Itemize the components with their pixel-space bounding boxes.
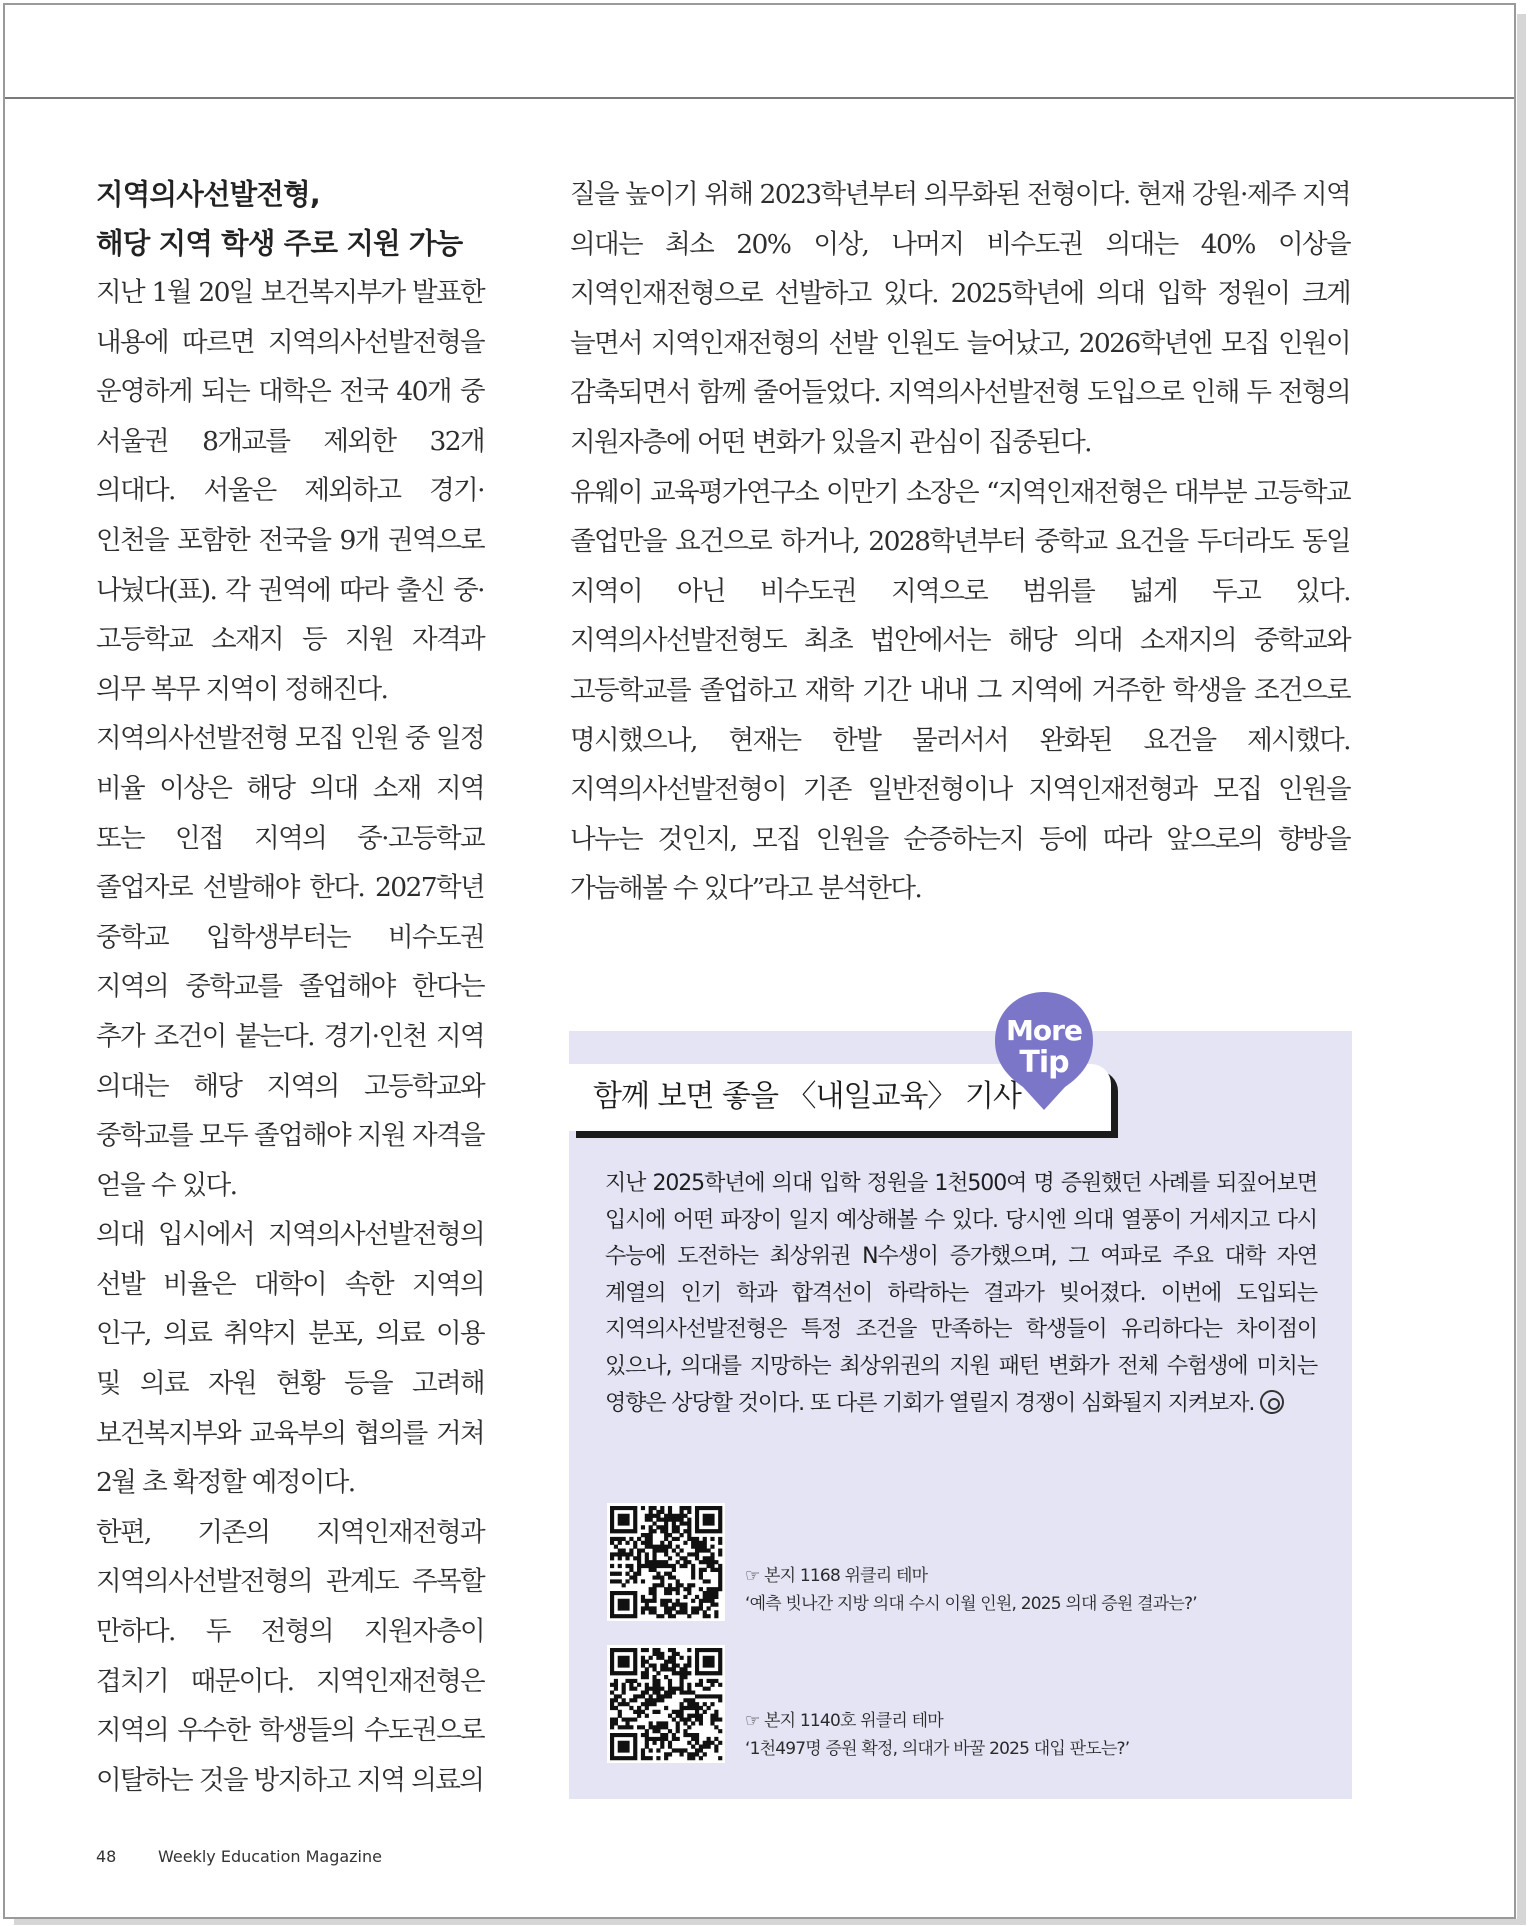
related-article-link[interactable] (745, 1562, 1197, 1618)
page-shadow (14, 1919, 1526, 1925)
qr-code-pattern (607, 1503, 725, 1621)
section-heading (96, 170, 484, 268)
end-logo-icon (1260, 1390, 1284, 1414)
related-article-source: ☞ 본지 1168 위클리 테마 (745, 1566, 928, 1586)
related-article-link[interactable] (745, 1707, 1129, 1763)
qr-code-icon[interactable] (607, 1503, 725, 1621)
related-article-source: ☞ 본지 1140호 위클리 테마 (745, 1711, 943, 1731)
left-column (96, 170, 484, 1805)
more-tip-title: 함께 보면 좋을 〈내일교육〉 기사 (593, 1079, 1021, 1114)
more-tip-badge-line1: More (1006, 1014, 1082, 1047)
more-tip-badge (993, 990, 1095, 1112)
right-paragraph-2: 유웨이 교육평가연구소 이만기 소장은 “지역인재전형은 대부분 고등학교 졸업만을 요건으로 하거나, 2028학년부터 중학교 요건을 두더라도 동일 지역이 아닌 비수도권 지역으로 범위를 넓게 두고 있다. 지역의사선발전형도 최초 법안에서는 해당 의대 소재지의 중학교와 고등학교를 졸업하고 재학 기간 내내 그 지역에 거주한 학생을 조건으로 명시했으나, 현재는 한발 물러서서 완화된 요건을 제시했다. 지역의사선발전형이 기존 일반전형이나 지역인재전형과 모집 인원을 나누는 것인지, 모집 인원을 순증하는지 등에 따라 앞으로의 향방을 가늠해볼 수 있다”라고 분석한다. (570, 476, 1350, 905)
left-paragraph-2: 지역의사선발전형 모집 인원 중 일정 비율 이상은 해당 의대 소재 지역 또는 인접 지역의 중·고등학교 졸업자로 선발해야 한다. 2027학년 중학교 입학생부터는 비수도권 지역의 중학교를 졸업해야 한다는 추가 조건이 붙는다. 경기·인천 지역 의대는 해당 지역의 고등학교와 중학교를 모두 졸업해야 지원 자격을 얻을 수 있다. (96, 723, 484, 1201)
related-article-title: ‘1천497명 증원 확정, 의대가 바꿀 2025 대입 판도는?’ (745, 1739, 1130, 1759)
left-paragraph-4: 한편, 기존의 지역인재전형과 지역의사선발전형의 관계도 주목할 만하다. 두 전형의 지원자층이 겹치기 때문이다. 지역인재전형은 지역의 우수한 학생들의 수도권으로 이탈하는 것을 방지하고 지역 의료의 (96, 1516, 484, 1796)
qr-code-icon[interactable] (607, 1645, 725, 1763)
magazine-name: Weekly Education Magazine (158, 1847, 382, 1866)
left-paragraph-1: 지난 1월 20일 보건복지부가 발표한 내용에 따르면 지역의사선발전형을 운영하게 되는 대학은 전국 40개 중 서울권 8개교를 제외한 32개 의대다. 서울은 제외하고 경기·인천을 포함한 전국을 9개 권역으로 나눴다(표). 각 권역에 따라 출신 중·고등학교 소재지 등 지원 자격과 의무 복무 지역이 정해진다. (96, 277, 484, 705)
section-heading-line1: 지역의사선발전형, (96, 178, 320, 211)
qr-code-pattern (607, 1645, 725, 1763)
page-footer (96, 1847, 382, 1866)
right-column (570, 170, 1350, 914)
right-paragraph-1: 질을 높이기 위해 2023학년부터 의무화된 전형이다. 현재 강원·제주 지역 의대는 최소 20% 이상, 나머지 비수도권 의대는 40% 이상을 지역인재전형으로 선발하고 있다. 2025학년에 의대 입학 정원이 크게 늘면서 지역인재전형의 선발 인원도 늘어났고, 2026학년엔 모집 인원이 감축되면서 함께 줄어들었다. 지역의사선발전형 도입으로 인해 두 전형의 지원자층에 어떤 변화가 있을지 관심이 집중된다. (570, 179, 1350, 458)
more-tip-body (605, 1166, 1317, 1422)
section-heading-line2: 해당 지역 학생 주로 지원 가능 (96, 227, 463, 260)
more-tip-badge-line2: Tip (1019, 1045, 1069, 1080)
page-shadow (1517, 14, 1526, 1920)
left-paragraph-3: 의대 입시에서 지역의사선발전형의 선발 비율은 대학이 속한 지역의 인구, 의료 취약지 분포, 의료 이용 및 의료 자원 현황 등을 고려해 보건복지부와 교육부의 협의를 거쳐 2월 초 확정할 예정이다. (96, 1219, 484, 1499)
more-tip-body-text: 지난 2025학년에 의대 입학 정원을 1천500여 명 증원했던 사례를 되짚어보면 입시에 어떤 파장이 일지 예상해볼 수 있다. 당시엔 의대 열풍이 거세지고 다시 수능에 도전하는 최상위권 N수생이 증가했으며, 그 여파로 주요 대학 자연 계열의 인기 학과 합격선이 하락하는 결과가 빚어졌다. 이번에 도입되는 지역의사선발전형은 특정 조건을 만족하는 학생들이 유리하다는 차이점이 있으나, 의대를 지망하는 최상위권의 지원 패턴 변화가 전체 수험생에 미치는 영향은 상당할 것이다. 또 다른 기회가 열릴지 경쟁이 심화될지 지켜보자. (605, 1171, 1317, 1416)
page-number: 48 (96, 1847, 117, 1866)
header-rule (5, 97, 1514, 99)
related-article-title: ‘예측 빗나간 지방 의대 수시 이월 인원, 2025 의대 증원 결과는?’ (745, 1594, 1197, 1614)
